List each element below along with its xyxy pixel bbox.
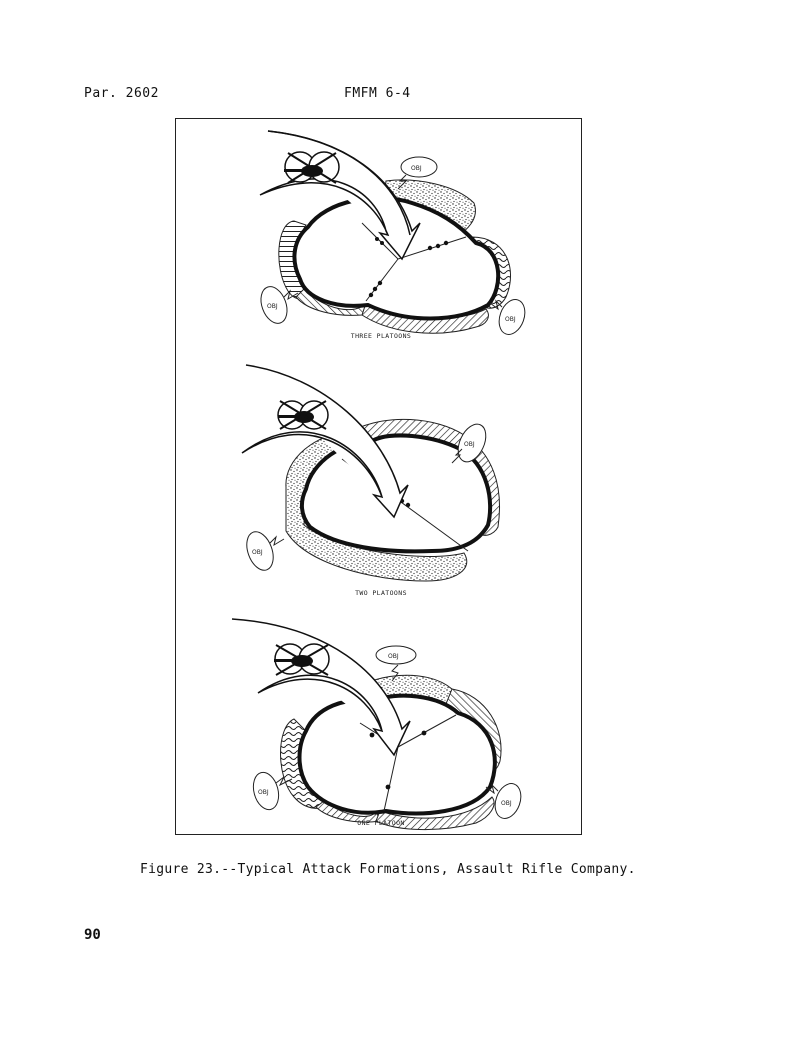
objective-label: OBJ bbox=[267, 303, 278, 310]
attack-formations-diagram bbox=[176, 119, 581, 834]
objective-marker bbox=[490, 296, 529, 338]
helicopter-icon bbox=[278, 401, 328, 429]
panel-label-three-platoons: THREE PLATOONS bbox=[350, 332, 412, 340]
paragraph-reference: Par. 2602 bbox=[84, 86, 159, 101]
objective-label: OBJ bbox=[505, 316, 516, 323]
objective-label: OBJ bbox=[464, 441, 475, 448]
objective-label: OBJ bbox=[501, 800, 512, 807]
objective-label: OBJ bbox=[258, 789, 269, 796]
panel-one-platoon bbox=[232, 619, 525, 830]
panel-label-two-platoons: TWO PLATOONS bbox=[355, 589, 407, 597]
objective-label: OBJ bbox=[411, 165, 422, 172]
panel-two-platoons bbox=[242, 365, 500, 581]
figure-caption: Figure 23.--Typical Attack Formations, Assault Rifle Company. bbox=[140, 862, 636, 877]
panel-three-platoons bbox=[256, 131, 529, 338]
panel-label-one-platoon: ONE PLATOON bbox=[357, 819, 405, 827]
page-number: 90 bbox=[84, 927, 101, 943]
objective-label: OBJ bbox=[252, 549, 263, 556]
objective-label: OBJ bbox=[388, 653, 399, 660]
manual-title: FMFM 6-4 bbox=[344, 86, 411, 101]
figure-frame bbox=[175, 118, 582, 835]
objective-marker bbox=[242, 528, 284, 574]
